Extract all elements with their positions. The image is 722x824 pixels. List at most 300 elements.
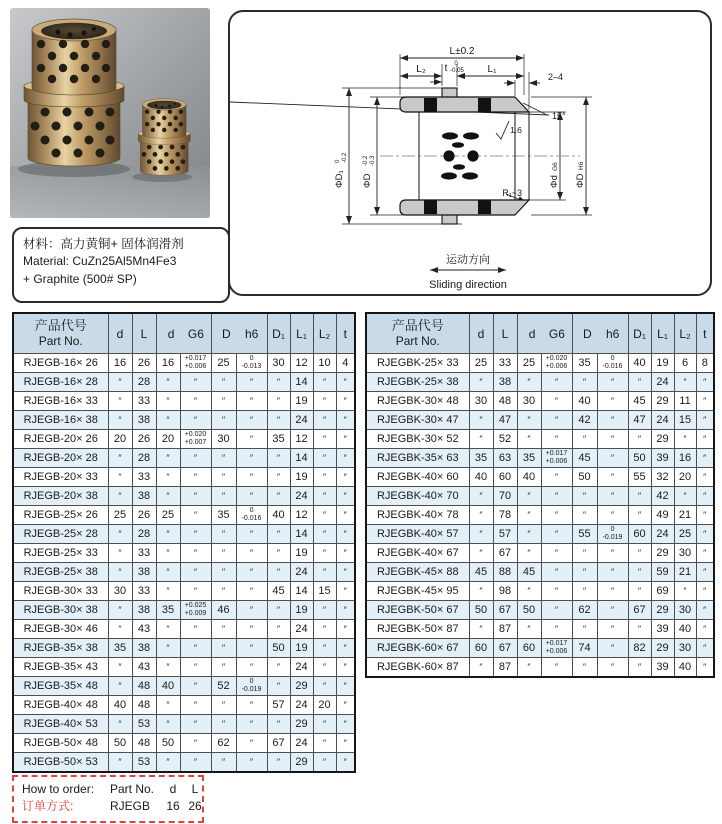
cell-h6: ″ (236, 734, 267, 753)
cell-g6: ″ (180, 639, 211, 658)
cell-L1: 14 (290, 449, 313, 468)
cell-h6: ″ (236, 582, 267, 601)
cell-t: ″ (696, 658, 714, 678)
table-row (366, 354, 714, 373)
cell-D1: 35 (267, 430, 290, 449)
cell-L1: 42 (651, 487, 674, 506)
cell-D: 50 (572, 468, 597, 487)
cell-t: ″ (336, 696, 355, 715)
cell-D: ″ (211, 487, 236, 506)
cell-h6: ″ (236, 620, 267, 639)
cell-L: 88 (493, 563, 517, 582)
bushing-photo-art (10, 8, 210, 218)
cell-L: 38 (132, 639, 156, 658)
cell-L2: 30 (674, 639, 696, 658)
cell-dg: ″ (156, 373, 180, 392)
cell-t: ″ (336, 734, 355, 753)
cell-h6: ″ (597, 430, 628, 449)
cell-part: RJEGBK-45× 95 (366, 582, 469, 601)
cell-g6: ″ (180, 563, 211, 582)
cell-D: ″ (211, 715, 236, 734)
cell-d: ″ (469, 430, 493, 449)
cell-D1: ″ (628, 487, 651, 506)
col-L1: L₁ (651, 313, 674, 354)
cell-dg: ″ (156, 449, 180, 468)
cell-L: 60 (493, 468, 517, 487)
cell-dg: ″ (156, 468, 180, 487)
cell-part: RJEGB-50× 53 (13, 753, 108, 773)
table-row (366, 506, 714, 525)
cell-t: ″ (696, 373, 714, 392)
cell-d: ″ (108, 563, 132, 582)
cell-D: 42 (572, 411, 597, 430)
label-dia-d-outer: ΦD (362, 173, 373, 188)
cell-d: 16 (108, 354, 132, 373)
cell-L: 28 (132, 449, 156, 468)
cell-dg: ″ (517, 506, 541, 525)
cell-L: 98 (493, 582, 517, 601)
cell-D1: 50 (267, 639, 290, 658)
cell-L1: 19 (290, 468, 313, 487)
cell-L: 63 (493, 449, 517, 468)
cell-h6: ″ (236, 715, 267, 734)
cell-L1: 19 (290, 639, 313, 658)
cell-L2: ″ (313, 506, 336, 525)
cell-h6: ″ (597, 620, 628, 639)
cell-t: ″ (696, 639, 714, 658)
cell-h6: 0 -0.013 (236, 354, 267, 373)
cell-L: 38 (132, 601, 156, 620)
table-row (366, 411, 714, 430)
cell-L1: 29 (651, 392, 674, 411)
cell-t: ″ (696, 544, 714, 563)
cell-part: RJEGBK-40× 57 (366, 525, 469, 544)
cell-D1: ″ (267, 449, 290, 468)
cell-t: ″ (696, 506, 714, 525)
cell-d: 25 (469, 354, 493, 373)
cell-D1: ″ (267, 658, 290, 677)
cell-dg: ″ (156, 582, 180, 601)
cell-g6: ″ (180, 449, 211, 468)
cell-t: ″ (336, 544, 355, 563)
cell-dg: ″ (156, 563, 180, 582)
label-chamfer-width: 2–4 (548, 72, 564, 82)
order-row1-label: How to order: (22, 781, 95, 796)
cell-L: 28 (132, 525, 156, 544)
cell-L1: 29 (290, 677, 313, 696)
cell-L1: 19 (290, 544, 313, 563)
order-row1-part: Part No. (110, 781, 155, 796)
cell-h6: ″ (597, 544, 628, 563)
cell-dg: ″ (156, 392, 180, 411)
cell-L1: 19 (290, 601, 313, 620)
cell-L2: ″ (313, 677, 336, 696)
order-row2-d: 16 (166, 798, 180, 813)
cell-t: ″ (336, 677, 355, 696)
cell-part: RJEGB-40× 53 (13, 715, 108, 734)
cell-d: 30 (469, 392, 493, 411)
table-row (13, 468, 355, 487)
cell-L: 33 (132, 468, 156, 487)
cell-d: ″ (108, 468, 132, 487)
cell-g6: ″ (541, 658, 572, 678)
cell-L1: 29 (651, 544, 674, 563)
cell-L: 53 (132, 715, 156, 734)
cell-g6: +0.017 +0.006 (180, 354, 211, 373)
cell-d: 45 (469, 563, 493, 582)
cell-part: RJEGBK-25× 33 (366, 354, 469, 373)
cell-h6: ″ (597, 639, 628, 658)
cell-L1: 39 (651, 449, 674, 468)
cell-L1: 24 (651, 411, 674, 430)
cell-g6: ″ (541, 468, 572, 487)
cell-d: ″ (108, 544, 132, 563)
cell-part: RJEGB-30× 33 (13, 582, 108, 601)
cell-part: RJEGB-30× 38 (13, 601, 108, 620)
cell-g6: ″ (541, 582, 572, 601)
cell-D: ″ (572, 620, 597, 639)
cell-t: ″ (336, 639, 355, 658)
cell-g6: ″ (180, 468, 211, 487)
cell-L2: ″ (313, 373, 336, 392)
cell-h6: 0 -0.016 (597, 354, 628, 373)
cell-part: RJEGB-20× 38 (13, 487, 108, 506)
cell-D: 40 (572, 392, 597, 411)
cell-h6: ″ (597, 392, 628, 411)
label-t: t (444, 63, 448, 74)
cell-D: 62 (211, 734, 236, 753)
cell-L: 78 (493, 506, 517, 525)
cell-L: 43 (132, 658, 156, 677)
cell-L1: 29 (651, 601, 674, 620)
cell-h6: ″ (597, 658, 628, 678)
cell-g6: ″ (180, 411, 211, 430)
cell-h6: ″ (597, 601, 628, 620)
cell-d: 35 (469, 449, 493, 468)
cell-part: RJEGB-16× 33 (13, 392, 108, 411)
cell-t: ″ (696, 601, 714, 620)
cell-d: ″ (469, 411, 493, 430)
graphite-plug-dots (441, 132, 479, 179)
cell-t: ″ (336, 449, 355, 468)
cell-dg: ″ (517, 373, 541, 392)
cell-t: ″ (336, 715, 355, 734)
cell-D1: 30 (267, 354, 290, 373)
cell-t: ″ (696, 525, 714, 544)
table-row (13, 734, 355, 753)
cell-L: 48 (493, 392, 517, 411)
cell-t: ″ (696, 468, 714, 487)
material-line-en1: Material: CuZn25Al5Mn4Fe3 (23, 254, 177, 269)
table-row (13, 411, 355, 430)
label-t-tol-top: 0 (454, 61, 458, 67)
cell-D: 30 (211, 430, 236, 449)
cell-D: ″ (211, 392, 236, 411)
cell-t: 4 (336, 354, 355, 373)
label-l1: L₁ (487, 64, 497, 75)
cell-part: RJEGB-20× 26 (13, 430, 108, 449)
table-row (366, 601, 714, 620)
cell-part: RJEGB-35× 48 (13, 677, 108, 696)
cell-D: ″ (211, 639, 236, 658)
cell-L: 28 (132, 373, 156, 392)
cell-D1: ″ (267, 715, 290, 734)
cell-g6: ″ (180, 658, 211, 677)
cell-L: 38 (493, 373, 517, 392)
cell-D1: ″ (628, 658, 651, 678)
cell-D: ″ (211, 582, 236, 601)
cell-h6: ″ (236, 430, 267, 449)
cell-D: 35 (572, 354, 597, 373)
cell-h6: ″ (236, 544, 267, 563)
label-l2: L₂ (416, 64, 426, 75)
cell-d: 35 (108, 639, 132, 658)
cell-g6: ″ (541, 601, 572, 620)
cell-part: RJEGBK-60× 87 (366, 658, 469, 678)
table-row (366, 639, 714, 658)
cell-part: RJEGB-50× 48 (13, 734, 108, 753)
cell-L: 33 (132, 392, 156, 411)
cell-dg: ″ (156, 658, 180, 677)
cell-dg: 40 (156, 677, 180, 696)
cell-h6: ″ (597, 487, 628, 506)
cell-h6: ″ (597, 506, 628, 525)
order-row2-part: RJEGB (110, 798, 151, 813)
cell-D1: ″ (267, 468, 290, 487)
cell-g6: ″ (541, 506, 572, 525)
cell-h6: ″ (597, 411, 628, 430)
cell-L2: ″ (313, 525, 336, 544)
cell-d: 50 (108, 734, 132, 753)
table-row (366, 392, 714, 411)
cell-L2: 15 (313, 582, 336, 601)
cell-d: 25 (108, 506, 132, 525)
cell-d: ″ (108, 373, 132, 392)
cell-g6: ″ (180, 620, 211, 639)
cell-L2: ″ (313, 601, 336, 620)
cell-g6: ″ (180, 677, 211, 696)
cell-d: ″ (469, 658, 493, 678)
cell-L: 48 (132, 696, 156, 715)
cell-L2: 20 (313, 696, 336, 715)
cell-part: RJEGB-16× 26 (13, 354, 108, 373)
order-row1-d: d (169, 781, 177, 796)
cell-dg: ″ (156, 753, 180, 773)
cell-dg: ″ (517, 525, 541, 544)
material-line-zh: 材料：高力黄铜+ 固体润滑剂 (23, 237, 184, 251)
cell-dg: ″ (517, 544, 541, 563)
cell-dg: 40 (517, 468, 541, 487)
cell-D: 45 (572, 449, 597, 468)
table-row (366, 449, 714, 468)
cell-L2: 11 (674, 392, 696, 411)
cell-t: ″ (336, 487, 355, 506)
cell-L1: 32 (651, 468, 674, 487)
label-dia-housing: ΦD (575, 173, 586, 188)
cell-dg: 60 (517, 639, 541, 658)
cell-L: 48 (132, 677, 156, 696)
cell-D: ″ (572, 658, 597, 678)
cell-h6: 0 -0.019 (236, 677, 267, 696)
cell-L2: ″ (313, 658, 336, 677)
cell-part: RJEGBK-30× 48 (366, 392, 469, 411)
col-part-no: 产品代号 Part No. (366, 313, 469, 354)
cell-part: RJEGBK-45× 88 (366, 563, 469, 582)
cell-D1: 45 (267, 582, 290, 601)
table-row (366, 582, 714, 601)
cell-d: ″ (469, 506, 493, 525)
cell-D1: 40 (267, 506, 290, 525)
roughness-symbol (496, 121, 509, 139)
cell-L1: 24 (651, 525, 674, 544)
cell-g6: ″ (180, 525, 211, 544)
table-row (13, 677, 355, 696)
cell-d: ″ (469, 582, 493, 601)
cell-D: ″ (211, 449, 236, 468)
cell-h6: ″ (236, 601, 267, 620)
cell-d: 60 (469, 639, 493, 658)
cell-L: 38 (132, 487, 156, 506)
cell-D: ″ (572, 373, 597, 392)
cell-L1: 24 (290, 658, 313, 677)
cell-g6: ″ (541, 563, 572, 582)
cell-D1: ″ (628, 544, 651, 563)
cell-t: ″ (336, 601, 355, 620)
cell-g6: ″ (180, 696, 211, 715)
cell-L: 87 (493, 620, 517, 639)
cell-part: RJEGB-30× 46 (13, 620, 108, 639)
cell-d: 40 (469, 468, 493, 487)
cell-h6: ″ (236, 696, 267, 715)
cell-dg: 30 (517, 392, 541, 411)
cell-D1: ″ (267, 392, 290, 411)
cell-L2: 25 (674, 525, 696, 544)
cell-h6: ″ (236, 753, 267, 773)
table-row (13, 601, 355, 620)
cell-D1: 67 (267, 734, 290, 753)
cell-D: 46 (211, 601, 236, 620)
cell-g6: ″ (180, 582, 211, 601)
cell-g6: +0.025 +0.009 (180, 601, 211, 620)
cell-part: RJEGB-25× 28 (13, 525, 108, 544)
cell-g6: +0.020 +0.007 (180, 430, 211, 449)
table-row (366, 563, 714, 582)
cell-t: ″ (696, 392, 714, 411)
cell-h6: ″ (236, 392, 267, 411)
cell-L1: 39 (651, 658, 674, 678)
cell-L2: ″ (313, 544, 336, 563)
material-note-box (12, 227, 230, 303)
table-row (13, 487, 355, 506)
cell-t: ″ (336, 373, 355, 392)
cell-g6: ″ (541, 430, 572, 449)
cell-L2: ″ (674, 487, 696, 506)
cell-h6: ″ (236, 449, 267, 468)
cell-d: ″ (108, 601, 132, 620)
cell-h6: ″ (236, 639, 267, 658)
cell-L: 33 (493, 354, 517, 373)
cell-D1: 57 (267, 696, 290, 715)
cell-dg: 16 (156, 354, 180, 373)
cell-L: 87 (493, 658, 517, 678)
cell-D: 62 (572, 601, 597, 620)
cell-L: 48 (132, 734, 156, 753)
cell-D1: 40 (628, 354, 651, 373)
col-L2: L₂ (313, 313, 336, 354)
cell-L2: 30 (674, 544, 696, 563)
cell-L: 38 (132, 411, 156, 430)
cell-D: ″ (572, 582, 597, 601)
cell-t: ″ (336, 658, 355, 677)
col-L2: L₂ (674, 313, 696, 354)
cell-D: ″ (211, 544, 236, 563)
cell-h6: ″ (597, 468, 628, 487)
cell-t: ″ (336, 430, 355, 449)
cell-D1: ″ (267, 753, 290, 773)
cell-D: ″ (211, 525, 236, 544)
cell-L: 52 (493, 430, 517, 449)
cell-L1: 19 (651, 354, 674, 373)
cell-L1: 12 (290, 430, 313, 449)
col-d-g6: d G6 (517, 313, 572, 354)
cell-D1: 60 (628, 525, 651, 544)
table-row (13, 639, 355, 658)
cell-t: ″ (336, 392, 355, 411)
order-row1-L: L (191, 781, 199, 796)
cell-d: ″ (469, 525, 493, 544)
col-D-h6: D h6 (211, 313, 267, 354)
cell-L1: 24 (290, 563, 313, 582)
table-row (13, 696, 355, 715)
cell-D: 55 (572, 525, 597, 544)
cell-D: ″ (572, 506, 597, 525)
cell-L1: 14 (290, 525, 313, 544)
cell-h6: 0 -0.019 (597, 525, 628, 544)
spec-table-rjegb (12, 312, 356, 773)
cell-L1: 29 (651, 430, 674, 449)
cell-D: 52 (211, 677, 236, 696)
table-row (13, 525, 355, 544)
cell-L2: ″ (313, 715, 336, 734)
cell-part: RJEGBK-30× 47 (366, 411, 469, 430)
cell-L2: 40 (674, 658, 696, 678)
order-row2-L: 26 (188, 798, 202, 813)
cell-D1: 82 (628, 639, 651, 658)
cell-t: ″ (696, 487, 714, 506)
cell-d: ″ (108, 487, 132, 506)
dimension-lines (230, 58, 586, 270)
cell-L: 53 (132, 753, 156, 773)
cell-g6: ″ (541, 392, 572, 411)
table-row (13, 354, 355, 373)
cell-t: ″ (336, 468, 355, 487)
cell-L1: 24 (290, 487, 313, 506)
cell-h6: ″ (236, 563, 267, 582)
cell-L2: 30 (674, 601, 696, 620)
cell-h6: ″ (236, 468, 267, 487)
cell-D1: 47 (628, 411, 651, 430)
cell-D1: 55 (628, 468, 651, 487)
cell-g6: ″ (180, 734, 211, 753)
header-row (366, 313, 714, 354)
table-row (13, 392, 355, 411)
cell-d: ″ (108, 392, 132, 411)
table-row (13, 563, 355, 582)
cell-L: 47 (493, 411, 517, 430)
cell-g6: ″ (180, 544, 211, 563)
cell-part: RJEGB-25× 38 (13, 563, 108, 582)
cell-dg: 45 (517, 563, 541, 582)
